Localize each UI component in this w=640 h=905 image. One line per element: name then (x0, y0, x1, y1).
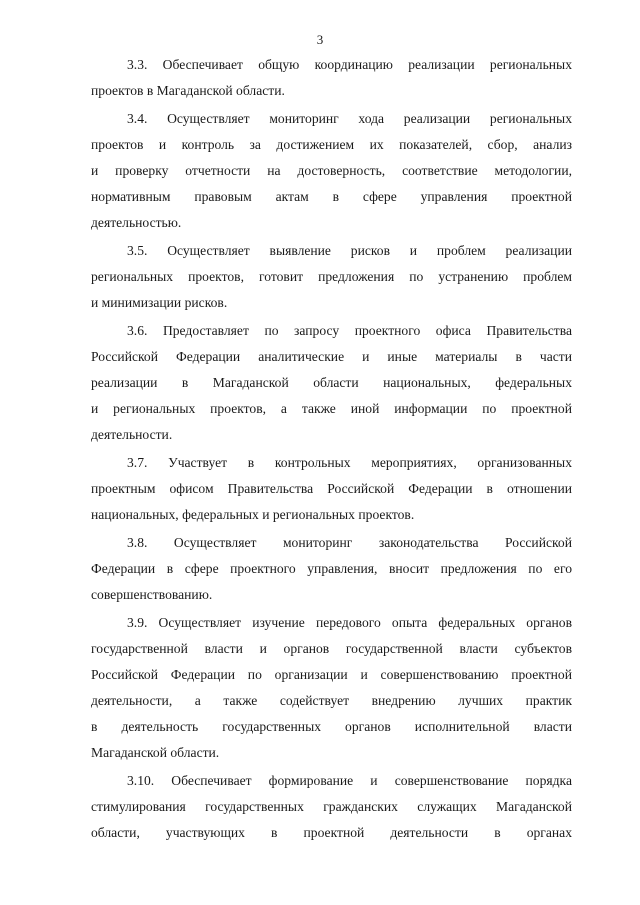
text-line: Федерации в сфере проектного управления, вносит предложения по его (91, 560, 572, 576)
text-line: Магаданской области. (91, 745, 220, 760)
document-body (91, 52, 572, 848)
text-line: и минимизации рисков. (91, 295, 228, 311)
text-line: деятельности. (91, 427, 173, 443)
text-line: деятельностью. (91, 215, 182, 231)
paragraph (91, 610, 572, 767)
text-line: стимулирования государственных гражданских служащих Магаданской (91, 798, 572, 814)
text-line: 3.3. Обеспечивает общую координацию реализации региональных (127, 57, 572, 72)
text-line: проектным офисом Правительства Российской Федерации в отношении (91, 480, 572, 496)
paragraph (91, 238, 572, 316)
text-line: в деятельность государственных органов исполнительной власти (91, 718, 572, 734)
text-line: совершенствованию. (91, 586, 213, 602)
text-line: 3.5. Осуществляет выявление рисков и проблем реализации (127, 242, 572, 258)
paragraph (91, 52, 572, 104)
text-line: нормативным правовым актам в сфере управления проектной (91, 189, 572, 205)
text-line: реализации в Магаданской области национальных, федеральных (91, 374, 572, 390)
text-line: Российской Федерации по организации и совершенствованию проектной (91, 666, 572, 682)
text-line: проектов в Магаданской области. (91, 83, 285, 99)
text-line: 3.4. Осуществляет мониторинг хода реализации региональных (127, 110, 572, 126)
text-line: Российской Федерации аналитические и иные материалы в части (91, 348, 572, 364)
text-line: 3.8. Осуществляет мониторинг законодательства Российской (127, 534, 572, 550)
text-line: региональных проектов, готовит предложения по устранению проблем (91, 268, 572, 284)
text-line: области, участвующих в проектной деятельности в органах (91, 824, 572, 840)
text-line: деятельности, а также содействует внедрению лучших практик (91, 692, 572, 708)
text-line: 3.7. Участвует в контрольных мероприятиях, организованных (127, 454, 572, 470)
paragraph (91, 450, 572, 528)
paragraph (91, 318, 572, 448)
text-line: и региональных проектов, а также иной информации по проектной (91, 401, 572, 416)
paragraph (91, 530, 572, 608)
text-line: 3.10. Обеспечивает формирование и совершенствование порядка (127, 772, 572, 788)
page-number: 3 (316, 32, 324, 47)
text-line: 3.6. Предоставляет по запросу проектного офиса Правительства (127, 322, 572, 338)
text-line: проектов и контроль за достижением их показателей, сбор, анализ (91, 136, 572, 152)
text-line: государственной власти и органов государственной власти субъектов (91, 640, 572, 656)
paragraph (91, 106, 572, 236)
text-line: национальных, федеральных и региональных проектов. (91, 506, 415, 522)
text-line: 3.9. Осуществляет изучение передового опыта федеральных органов (127, 614, 572, 630)
paragraph (91, 768, 572, 846)
text-line: и проверку отчетности на достоверность, соответствие методологии, (91, 162, 572, 178)
